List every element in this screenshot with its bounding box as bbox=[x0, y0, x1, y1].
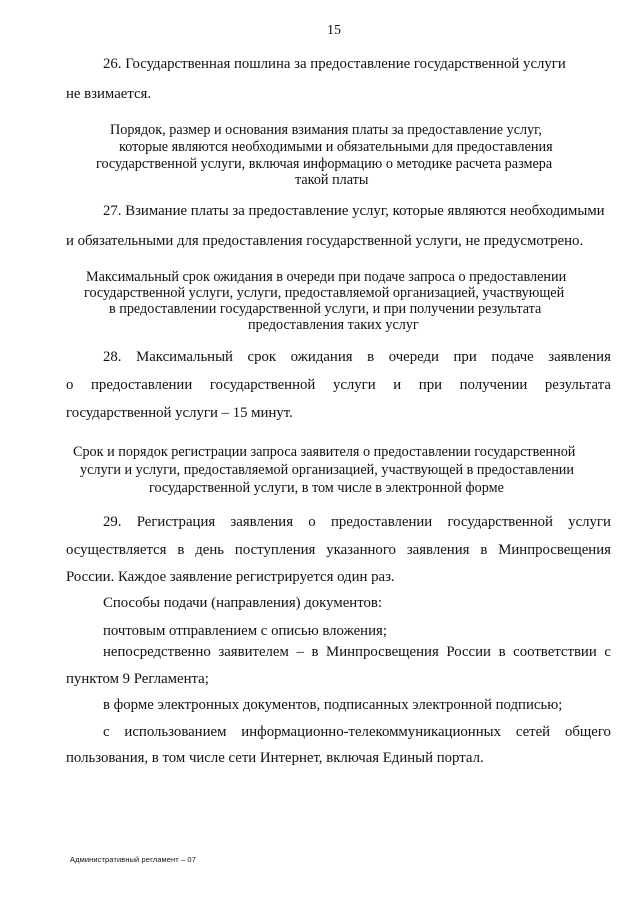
p27-line-2: и обязательными для предоставления государственной услуги, не предусмотрено. bbox=[66, 233, 584, 249]
p29-line-3: России. Каждое заявление регистрируется один раз. bbox=[66, 569, 395, 585]
p29-line-10: пользования, в том числе сети Интернет, включая Единый портал. bbox=[66, 750, 484, 766]
p28-line-2: о предоставлении государственной услуги и при получении результата bbox=[66, 377, 611, 393]
heading-fee-line-3: государственной услуги, включая информацию о методике расчета размера bbox=[96, 156, 553, 172]
p29-line-8: в форме электронных документов, подписанных электронной подписью; bbox=[103, 697, 563, 713]
p27-line-1: 27. Взимание платы за предоставление услуг, которые являются необходимыми bbox=[103, 203, 605, 219]
heading-registration-line-1: Срок и порядок регистрации запроса заявителя о предоставлении государственной bbox=[73, 444, 576, 460]
p28-line-3: государственной услуги – 15 минут. bbox=[66, 405, 293, 421]
heading-queue-line-4: предоставления таких услуг bbox=[248, 317, 419, 333]
p29-line-9: с использованием информационно-телекоммуникационных сетей общего bbox=[103, 724, 611, 740]
p26-line-1: 26. Государственная пошлина за предоставление государственной услуги bbox=[103, 56, 566, 72]
p29-line-1: 29. Регистрация заявления о предоставлении государственной услуги bbox=[103, 514, 611, 530]
heading-fee-line-4: такой платы bbox=[295, 172, 369, 188]
p29-line-2: осуществляется в день поступления указанного заявления в Минпросвещения bbox=[66, 542, 611, 558]
heading-registration-line-3: государственной услуги, в том числе в электронной форме bbox=[149, 480, 504, 496]
p28-line-1: 28. Максимальный срок ожидания в очереди при подаче заявления bbox=[103, 349, 611, 365]
p29-line-4: Способы подачи (направления) документов: bbox=[103, 595, 382, 611]
heading-fee-line-2: которые являются необходимыми и обязательными для предоставления bbox=[119, 139, 553, 155]
heading-registration-line-2: услуги и услуги, предоставляемой организацией, участвующей в предоставлении bbox=[80, 462, 574, 478]
heading-fee-line-1: Порядок, размер и основания взимания платы за предоставление услуг, bbox=[110, 122, 542, 138]
heading-queue-line-3: в предоставлении государственной услуги, и при получении результата bbox=[109, 301, 542, 317]
footer-label: Административный регламент – 07 bbox=[70, 855, 196, 864]
p29-line-7: пунктом 9 Регламента; bbox=[66, 671, 209, 687]
heading-queue-line-1: Максимальный срок ожидания в очереди при подаче запроса о предоставлении bbox=[86, 269, 567, 285]
heading-queue-line-2: государственной услуги, услуги, предоставляемой организацией, участвующей bbox=[84, 285, 565, 301]
page-number: 15 bbox=[327, 23, 341, 38]
p29-line-6: непосредственно заявителем – в Минпросвещения России в соответствии с bbox=[103, 644, 611, 660]
p29-line-5: почтовым отправлением с описью вложения; bbox=[103, 623, 387, 639]
p26-line-2: не взимается. bbox=[66, 86, 152, 102]
